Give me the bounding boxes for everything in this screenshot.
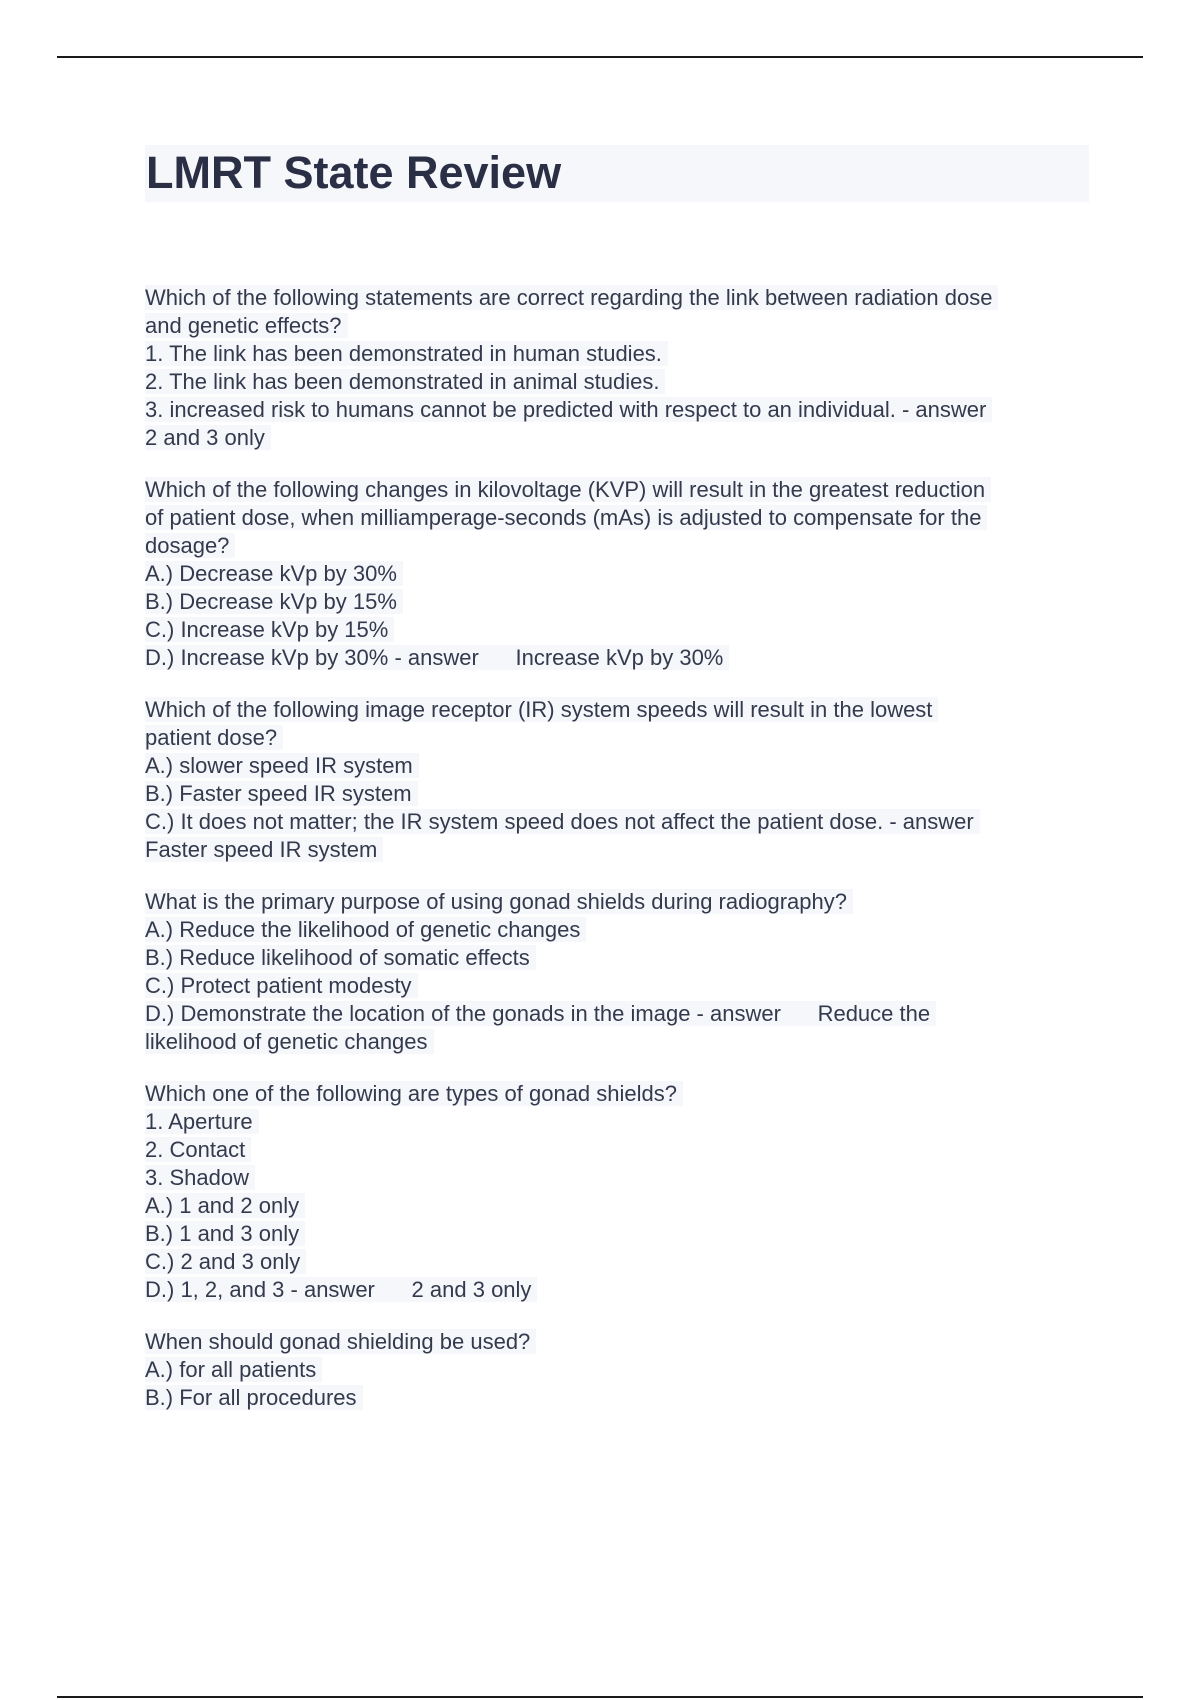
- question-line: [145, 588, 1085, 616]
- top-rule: [57, 56, 1143, 58]
- question-line-text: A.) Decrease kVp by 30%: [145, 561, 403, 586]
- question-line-text: B.) For all procedures: [145, 1385, 363, 1410]
- question-line-text: of patient dose, when milliamperage-seconds (mAs) is adjusted to compensate for the: [145, 505, 987, 530]
- question-line-text: and genetic effects?: [145, 313, 348, 338]
- question-text: [145, 476, 1085, 504]
- question-line-text: C.) Protect patient modesty: [145, 973, 418, 998]
- question-line: [145, 504, 1085, 532]
- question-line-text: C.) It does not matter; the IR system speed does not affect the patient dose. - answer: [145, 809, 980, 834]
- question-line: [145, 1192, 1085, 1220]
- question-line-text: 1. The link has been demonstrated in human studies.: [145, 341, 668, 366]
- question-line: [145, 396, 1085, 424]
- question-line-text: A.) for all patients: [145, 1357, 322, 1382]
- question-line-text: dosage?: [145, 533, 235, 558]
- question-block: [145, 1080, 1085, 1304]
- question-line: [145, 1248, 1085, 1276]
- question-line: [145, 1356, 1085, 1384]
- question-line-text: What is the primary purpose of using gonad shields during radiography?: [145, 889, 853, 914]
- question-line: [145, 836, 1085, 864]
- question-line-text: When should gonad shielding be used?: [145, 1329, 536, 1354]
- question-line-text: A.) Reduce the likelihood of genetic changes: [145, 917, 586, 942]
- question-line: [145, 780, 1085, 808]
- question-line-text: 1. Aperture: [145, 1109, 259, 1134]
- question-line-text: 3. Shadow: [145, 1165, 255, 1190]
- question-line: [145, 1220, 1085, 1248]
- bottom-rule: [57, 1696, 1143, 1698]
- question-block: [145, 476, 1085, 672]
- question-line-text: D.) Demonstrate the location of the gonads in the image - answer Reduce the: [145, 1001, 936, 1026]
- question-line-text: B.) Faster speed IR system: [145, 781, 418, 806]
- question-line-text: Which of the following statements are correct regarding the link between radiation dose: [145, 285, 998, 310]
- question-text: [145, 1080, 1085, 1108]
- question-line-text: Which of the following changes in kilovoltage (KVP) will result in the greatest reduction: [145, 477, 991, 502]
- question-line: [145, 424, 1085, 452]
- question-line-text: D.) 1, 2, and 3 - answer 2 and 3 only: [145, 1277, 537, 1302]
- question-line: [145, 916, 1085, 944]
- question-line: [145, 644, 1085, 672]
- question-line-text: B.) Decrease kVp by 15%: [145, 589, 403, 614]
- question-line-text: 2. The link has been demonstrated in animal studies.: [145, 369, 665, 394]
- question-line: [145, 1384, 1085, 1412]
- question-line-text: D.) Increase kVp by 30% - answer Increase kVp by 30%: [145, 645, 729, 670]
- question-line: [145, 724, 1085, 752]
- question-line-text: B.) Reduce likelihood of somatic effects: [145, 945, 536, 970]
- question-line-text: likelihood of genetic changes: [145, 1029, 434, 1054]
- question-line-text: Which one of the following are types of gonad shields?: [145, 1081, 683, 1106]
- question-line-text: 2. Contact: [145, 1137, 251, 1162]
- question-line: [145, 752, 1085, 780]
- question-line: [145, 1164, 1085, 1192]
- question-line: [145, 532, 1085, 560]
- question-line: [145, 1276, 1085, 1304]
- question-line: [145, 972, 1085, 1000]
- question-text: [145, 888, 1085, 916]
- question-line: [145, 312, 1085, 340]
- question-text: [145, 284, 1085, 312]
- question-line-text: patient dose?: [145, 725, 283, 750]
- question-line-text: A.) slower speed IR system: [145, 753, 419, 778]
- question-line: [145, 808, 1085, 836]
- question-line-text: C.) Increase kVp by 15%: [145, 617, 394, 642]
- question-line: [145, 340, 1085, 368]
- question-line: [145, 944, 1085, 972]
- question-line-text: 3. increased risk to humans cannot be predicted with respect to an individual. - answer: [145, 397, 992, 422]
- question-line: [145, 616, 1085, 644]
- question-line-text: B.) 1 and 3 only: [145, 1221, 305, 1246]
- page-title: LMRT State Review: [146, 147, 562, 198]
- question-list: [145, 284, 1085, 1436]
- question-line-text: 2 and 3 only: [145, 425, 271, 450]
- question-line: [145, 1108, 1085, 1136]
- question-block: [145, 696, 1085, 864]
- question-line-text: C.) 2 and 3 only: [145, 1249, 306, 1274]
- question-line-text: Faster speed IR system: [145, 837, 383, 862]
- question-line: [145, 368, 1085, 396]
- question-text: [145, 1328, 1085, 1356]
- question-text: [145, 696, 1085, 724]
- question-block: [145, 1328, 1085, 1412]
- question-block: [145, 284, 1085, 452]
- question-line: [145, 1136, 1085, 1164]
- question-line: [145, 560, 1085, 588]
- question-block: [145, 888, 1085, 1056]
- question-line-text: A.) 1 and 2 only: [145, 1193, 305, 1218]
- question-line: [145, 1028, 1085, 1056]
- question-line: [145, 1000, 1085, 1028]
- question-line-text: Which of the following image receptor (IR) system speeds will result in the lowest: [145, 697, 938, 722]
